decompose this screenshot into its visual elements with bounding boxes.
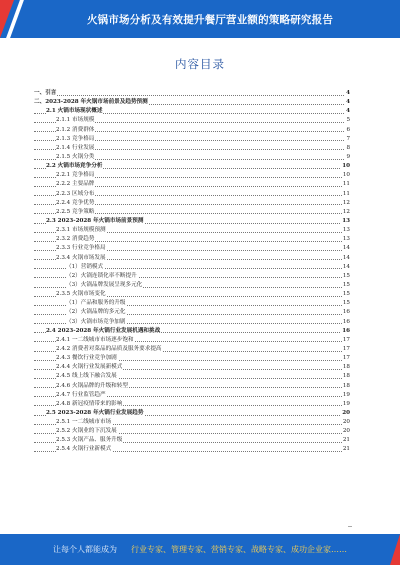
toc-entry[interactable] (34, 171, 350, 180)
toc-entry[interactable] (34, 427, 350, 436)
toc-entry-page: 4 (345, 107, 350, 116)
toc-entry-page: 13 (342, 235, 350, 244)
toc-entry-label: 2.5.3 火锅产品、服务升级 (56, 436, 123, 445)
toc-entry-page: 6 (345, 126, 350, 135)
toc-entry-page: 18 (342, 363, 350, 372)
toc-entry[interactable] (34, 199, 350, 208)
toc-entry-label: 2.2.5 竞争策略 (56, 208, 95, 217)
toc-entry-label: 2.3.4 火锅市场发展 (56, 254, 107, 263)
toc-entry[interactable] (34, 235, 350, 244)
toc-entry-label: （1）营销模式 (66, 263, 104, 272)
toc-entry-page: 21 (342, 436, 350, 445)
toc-entry-label: 2.3.5 火锅市场变化 (56, 290, 107, 299)
toc-entry-label: 2.4.3 餐饮行业竞争加剧 (56, 354, 118, 363)
table-of-contents (34, 89, 350, 455)
toc-entry-page: 16 (342, 308, 350, 317)
toc-entry[interactable] (34, 372, 350, 381)
toc-entry-label: （2）火锅连锁化率不断提升 (66, 272, 138, 281)
toc-entry-page: 8 (345, 144, 350, 153)
toc-entry-label: 2.1 火锅市场现状概述 (46, 107, 103, 116)
toc-entry[interactable] (34, 217, 350, 226)
toc-entry-label: 2.4 2023-2028 年火锅行业发展机遇和挑战 (46, 327, 161, 336)
toc-entry-label: 二、2023-2028 年火锅市场前景及趋势预测 (34, 98, 149, 107)
toc-entry-page: 15 (342, 299, 350, 308)
toc-entry-label: 2.3.2 消费趋势 (56, 235, 95, 244)
toc-entry-label: 2.3 2023-2028 年火锅市场前景预测 (46, 217, 144, 226)
toc-entry-page: 17 (342, 345, 350, 354)
toc-entry[interactable] (34, 144, 350, 153)
footer-slogan-left: 让每个人都能成为 (53, 545, 117, 554)
toc-entry-page: 21 (342, 445, 350, 454)
toc-entry[interactable] (34, 318, 350, 327)
toc-entry-page: 11 (342, 180, 350, 189)
toc-entry[interactable] (34, 281, 350, 290)
toc-entry[interactable] (34, 180, 350, 189)
toc-entry-page: 15 (342, 281, 350, 290)
toc-entry-page: 7 (345, 135, 350, 144)
toc-entry[interactable] (34, 107, 350, 116)
toc-entry[interactable] (34, 98, 350, 107)
toc-entry[interactable] (34, 244, 350, 253)
toc-entry-label: 一、引言 (34, 89, 57, 98)
toc-entry-page: 20 (342, 427, 350, 436)
toc-entry-label: 2.1.5 火锅分类 (56, 153, 95, 162)
toc-entry-page: 10 (341, 162, 350, 171)
toc-entry-page: 12 (342, 208, 350, 217)
toc-entry[interactable] (34, 391, 350, 400)
toc-entry-label: 2.2.1 竞争格局 (56, 171, 95, 180)
toc-entry[interactable] (34, 89, 350, 98)
toc-entry-page: 16 (341, 327, 350, 336)
toc-entry[interactable] (34, 116, 350, 125)
toc-entry[interactable] (34, 135, 350, 144)
toc-entry-label: 2.4.8 新冠疫情带来的影响 (56, 400, 123, 409)
toc-entry-label: 2.3.1 市场规模预测 (56, 226, 107, 235)
toc-entry-page: 10 (342, 171, 350, 180)
toc-entry[interactable] (34, 409, 350, 418)
toc-entry-page: 18 (342, 372, 350, 381)
toc-entry-page: 11 (342, 190, 350, 199)
toc-entry-page: 9 (345, 153, 350, 162)
toc-entry-label: （2）火锅品牌的多元化 (66, 308, 127, 317)
toc-entry-label: 2.2.3 区域分布 (56, 190, 95, 199)
toc-leader-dots (34, 95, 350, 96)
toc-entry[interactable] (34, 263, 350, 272)
toc-entry-label: （1）产品和服务的升级 (66, 299, 127, 308)
toc-entry[interactable] (34, 363, 350, 372)
toc-entry[interactable] (34, 354, 350, 363)
toc-entry-page: 15 (342, 272, 350, 281)
toc-entry-page: 4 (345, 98, 350, 107)
toc-entry[interactable] (34, 153, 350, 162)
toc-entry-page: 20 (342, 418, 350, 427)
toc-entry[interactable] (34, 190, 350, 199)
toc-entry-page: 12 (342, 199, 350, 208)
toc-entry[interactable] (34, 382, 350, 391)
toc-entry-page: 17 (342, 354, 350, 363)
toc-entry-page: 19 (342, 391, 350, 400)
toc-entry-label: 2.4.2 消费者对菜品的品质及服务要求提高 (56, 345, 163, 354)
toc-entry-page: 14 (342, 263, 350, 272)
toc-entry[interactable] (34, 445, 350, 454)
toc-entry[interactable] (34, 272, 350, 281)
toc-entry-page: 14 (342, 254, 350, 263)
toc-entry-label: 2.4.7 行业监管趋严 (56, 391, 107, 400)
toc-entry[interactable] (34, 162, 350, 171)
toc-entry[interactable] (34, 126, 350, 135)
toc-entry[interactable] (34, 327, 350, 336)
toc-entry-label: 2.4.5 线上线下融合发展 (56, 372, 118, 381)
toc-entry-page: 19 (342, 400, 350, 409)
toc-heading: 内容目录 (175, 57, 225, 71)
footer-red-accent (390, 534, 400, 565)
toc-entry[interactable] (34, 254, 350, 263)
toc-entry-page: 20 (341, 409, 350, 418)
toc-entry-page: 5 (345, 116, 350, 125)
toc-entry-page: 17 (342, 336, 350, 345)
toc-entry[interactable] (34, 226, 350, 235)
document-title: 火锅市场分析及有效提升餐厅营业额的策略研究报告 (86, 13, 334, 26)
toc-entry-label: 2.4.1 一二线城市市场逐步饱和 (56, 336, 135, 345)
toc-entry-label: 2.2.4 竞争优势 (56, 199, 95, 208)
footer-banner (0, 534, 400, 565)
toc-entry-label: 2.2 火锅市场竞争分析 (46, 162, 103, 171)
toc-entry-label: 2.5.1 一二线城市市场 (56, 418, 112, 427)
page-mark (348, 526, 352, 527)
toc-entry-page: 14 (342, 244, 350, 253)
toc-entry[interactable] (34, 299, 350, 308)
toc-entry[interactable] (34, 308, 350, 317)
toc-entry-page: 15 (342, 290, 350, 299)
toc-entry-label: 2.1.3 竞争格局 (56, 135, 95, 144)
toc-entry[interactable] (34, 400, 350, 409)
toc-entry-label: 2.1.4 行业发展 (56, 144, 95, 153)
toc-entry-label: 2.4.4 火锅行业发展新模式 (56, 363, 123, 372)
toc-entry[interactable] (34, 336, 350, 345)
toc-entry-label: 2.5.2 火锅业的下沉发展 (56, 427, 118, 436)
toc-entry-label: 2.2.2 主要品牌 (56, 180, 95, 189)
toc-entry-label: 2.1.2 消费群体 (56, 126, 95, 135)
toc-entry-label: 2.3.3 行业竞争格局 (56, 244, 107, 253)
toc-entry-label: （3）火锅市场竞争加剧 (66, 318, 127, 327)
toc-entry[interactable] (34, 208, 350, 217)
toc-entry[interactable] (34, 436, 350, 445)
toc-entry[interactable] (34, 418, 350, 427)
toc-entry-label: 2.1.1 市场规模 (56, 116, 95, 125)
toc-entry-label: 2.4.6 火锅品牌的升级和转型 (56, 382, 129, 391)
toc-entry-page: 13 (342, 226, 350, 235)
toc-entry-page: 16 (342, 318, 350, 327)
toc-entry-label: 2.5.4 火锅行业新模式 (56, 445, 112, 454)
footer-slogan-right: 行业专家、管理专家、营销专家、战略专家、成功企业家…… (131, 545, 347, 554)
toc-entry[interactable] (34, 290, 350, 299)
toc-entry[interactable] (34, 345, 350, 354)
toc-entry-page: 18 (342, 382, 350, 391)
toc-entry-label: （3）火锅品牌发展呈现多元化 (66, 281, 143, 290)
header-banner (0, 0, 400, 38)
toc-entry-page: 4 (345, 89, 350, 98)
toc-entry-page: 13 (341, 217, 350, 226)
toc-entry-label: 2.5 2023-2028 年火锅行业发展趋势 (46, 409, 144, 418)
